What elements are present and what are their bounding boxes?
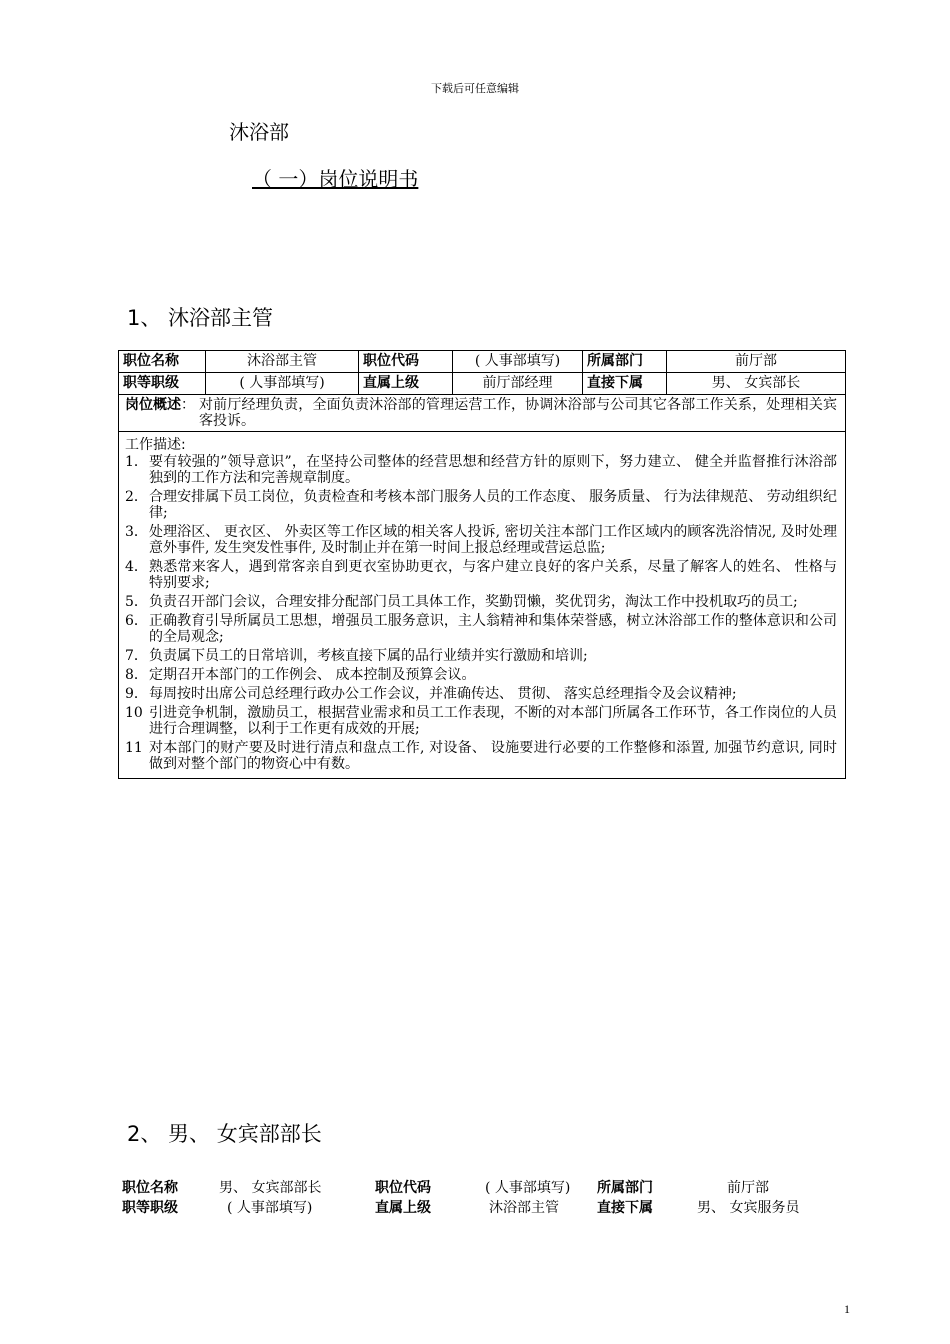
document-subtitle: （ 一）岗位说明书: [252, 167, 419, 191]
label-position-name: 职位名称: [119, 351, 206, 373]
list-item-number: 2．: [125, 489, 148, 505]
value-grade: ( 人事部填写): [227, 1200, 313, 1216]
table-row: [118, 1178, 845, 1198]
list-item-text: 引进竞争机制，激励员工，根据营业需求和员工工作表现，不断的对本部门所属各工作环节，各工作岗位的人员进行合理调整，以利于工作更有成效的开展;: [149, 705, 837, 737]
list-item-number: 7．: [125, 648, 148, 664]
page-header-note: 下载后可任意编辑: [431, 82, 519, 95]
list-item-text: 要有较强的”领导意识”，在坚持公司整体的经营思想和经营方针的原则下，努力建立、 健全并监督推行沐浴部独到的工作方法和完善规章制度。: [149, 454, 837, 486]
table-row: [119, 373, 846, 395]
summary-label-wrap: 岗位概述：: [125, 397, 195, 413]
label-department: 所属部门: [583, 351, 667, 373]
list-item-text: 处理浴区、 更衣区、 外卖区等工作区域的相关客人投诉, 密切关注本部门工作区域内的顾客洗浴情况, 及时处理意外事件, 发生突发性事件, 及时制止并在第一时间上报总经理或营运总监;: [149, 524, 837, 556]
list-item-text: 负责召开部门会议，合理安排分配部门员工具体工作，奖勤罚懒，奖优罚劣，淘汰工作中投机取巧的员工;: [149, 594, 798, 610]
department-title: 沐浴部: [229, 120, 289, 144]
position-table-2: [118, 1178, 845, 1218]
summary-cell: [119, 395, 846, 432]
value-subordinates: 男、 女宾服务员: [697, 1200, 800, 1216]
list-item: [125, 489, 837, 521]
list-item-number: 9．: [125, 686, 148, 702]
value-position-name: 沐浴部主管: [206, 351, 359, 373]
value-position-name: 男、 女宾部部长: [219, 1180, 322, 1196]
value-department: 前厅部: [727, 1180, 769, 1196]
value-supervisor: 沐浴部主管: [489, 1200, 559, 1216]
list-item-text: 熟悉常来客人，遇到常客亲自到更衣室协助更衣，与客户建立良好的客户关系，尽量了解客人的姓名、 性格与特别要求;: [149, 559, 837, 591]
label-department: 所属部门: [597, 1180, 653, 1196]
list-item-number: 8．: [125, 667, 148, 683]
value-position-code: ( 人事部填写): [485, 1180, 571, 1196]
list-item: [125, 454, 837, 486]
label-supervisor: 直属上级: [359, 373, 453, 395]
work-description-list: [125, 454, 837, 772]
value-position-code: ( 人事部填写): [453, 351, 583, 373]
list-item: [125, 740, 837, 772]
list-item: [125, 686, 837, 702]
label-position-name: 职位名称: [122, 1180, 178, 1196]
section-1-title: 1、 沐浴部主管: [127, 306, 274, 330]
list-item-text: 定期召开本部门的工作例会、 成本控制及预算会议。: [149, 667, 476, 683]
list-item-number: 10: [125, 705, 143, 721]
list-item: [125, 559, 837, 591]
table-row: [118, 1198, 845, 1218]
label-grade: 职等职级: [122, 1200, 178, 1216]
table-row: [119, 432, 846, 779]
list-item: [125, 648, 837, 664]
label-subordinates: 直接下属: [583, 373, 667, 395]
summary-label: 岗位概述: [125, 397, 181, 413]
position-table-1: [118, 350, 846, 779]
list-item-number: 1．: [125, 454, 148, 470]
work-description-label: 工作描述:: [125, 437, 186, 453]
list-item: [125, 705, 837, 737]
list-item-text: 负责属下员工的日常培训，考核直接下属的品行业绩并实行激励和培训;: [149, 648, 588, 664]
label-position-code: 职位代码: [359, 351, 453, 373]
summary-block: [125, 397, 837, 429]
table-row: [119, 395, 846, 432]
value-grade: ( 人事部填写): [206, 373, 359, 395]
label-grade: 职等职级: [119, 373, 206, 395]
list-item: [125, 613, 837, 645]
label-subordinates: 直接下属: [597, 1200, 653, 1216]
value-department: 前厅部: [667, 351, 846, 373]
list-item-number: 4．: [125, 559, 148, 575]
list-item-text: 合理安排属下员工岗位，负责检查和考核本部门服务人员的工作态度、 服务质量、 行为法律规范、 劳动组织纪律;: [149, 489, 837, 521]
list-item-number: 5．: [125, 594, 148, 610]
list-item-number: 11: [125, 740, 143, 756]
list-item: [125, 667, 837, 683]
table-row: [119, 351, 846, 373]
list-item: [125, 594, 837, 610]
list-item: [125, 524, 837, 556]
list-item-number: 6．: [125, 613, 148, 629]
list-item-text: 每周按时出席公司总经理行政办公工作会议，并准确传达、 贯彻、 落实总经理指令及会议精神;: [149, 686, 737, 702]
list-item-text: 正确教育引导所属员工思想，增强员工服务意识，主人翁精神和集体荣誉感，树立沐浴部工作的整体意识和公司的全局观念;: [149, 613, 837, 645]
value-subordinates: 男、 女宾部长: [667, 373, 846, 395]
list-item-number: 3．: [125, 524, 148, 540]
list-item-text: 对本部门的财产要及时进行清点和盘点工作, 对设备、 设施要进行必要的工作整修和添置, 加强节约意识, 同时做到对整个部门的物资心中有数。: [149, 740, 837, 772]
section-2-title: 2、 男、 女宾部部长: [127, 1122, 322, 1146]
label-supervisor: 直属上级: [375, 1200, 431, 1216]
page-number: 1: [844, 1302, 850, 1316]
value-supervisor: 前厅部经理: [453, 373, 583, 395]
summary-text: 对前厅经理负责，全面负责沐浴部的管理运营工作，协调沐浴部与公司其它各部工作关系，处理相关宾客投诉。: [199, 397, 837, 429]
label-position-code: 职位代码: [375, 1180, 431, 1196]
work-description-cell: [119, 432, 846, 779]
